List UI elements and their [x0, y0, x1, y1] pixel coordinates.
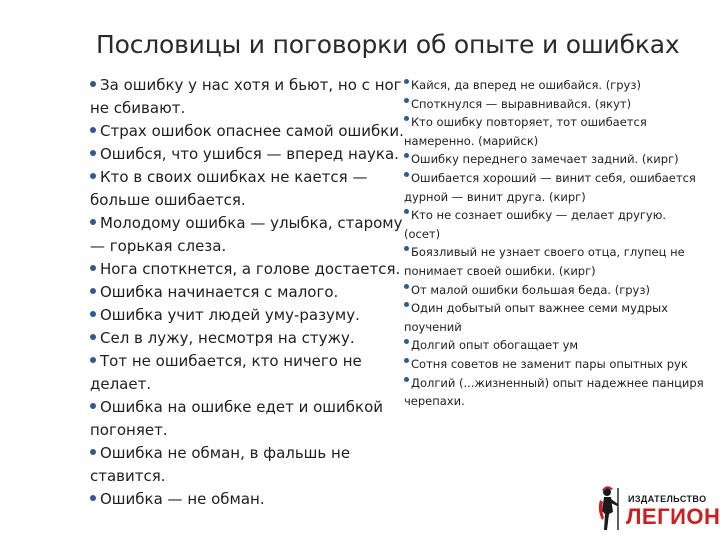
bullet-icon [404, 79, 409, 84]
list-item [90, 74, 408, 120]
bullet-icon [404, 302, 409, 307]
list-item [90, 396, 408, 442]
bullet-icon [90, 127, 96, 133]
list-item-text: За ошибку у нас хотя и бьют, но с ног не сбивают. [90, 76, 402, 117]
left-list [90, 74, 408, 511]
bullet-icon [404, 209, 409, 214]
bullet-icon [404, 284, 409, 289]
list-item-text: Долгий (...жизненный) опыт надежнее панциря черепахи. [404, 375, 704, 409]
bullet-icon [90, 265, 96, 271]
list-item [404, 281, 704, 300]
list-item [90, 327, 408, 350]
bullet-icon [90, 173, 96, 179]
list-item-text: Сотня советов не заменит пары опытных рук [411, 356, 688, 371]
list-item-text: Ошибся, что ушибся — вперед наука. [100, 145, 399, 163]
legionnaire-figure-icon [596, 484, 622, 532]
right-column [404, 76, 704, 411]
bullet-icon [90, 449, 96, 455]
bullet-icon [404, 339, 409, 344]
list-item-text: Ошибка учит людей уму-разуму. [100, 306, 360, 324]
list-item-text: Ошибка не обман, в фальшь не ставится. [90, 444, 351, 485]
publisher-logo [596, 484, 720, 534]
bullet-icon [90, 357, 96, 363]
list-item [404, 169, 704, 206]
list-item [90, 143, 408, 166]
bullet-icon [90, 150, 96, 156]
list-item [90, 166, 408, 212]
bullet-icon [90, 219, 96, 225]
list-item-text: Долгий опыт обогащает ум [411, 338, 579, 353]
list-item [90, 442, 408, 488]
bullet-icon [90, 403, 96, 409]
list-item-text: Сел в лужу, несмотря на стужу. [100, 329, 355, 347]
list-item [404, 355, 704, 374]
list-item-text: Боязливый не узнает своего отца, глупец не понимает своей ошибки. (кирг) [404, 245, 685, 278]
list-item-text: Нога споткнется, а голове достается. [100, 260, 401, 278]
list-item [90, 120, 408, 143]
logo-brand-name: ЛЕГИОН [626, 504, 720, 529]
list-item-text: Ошибается хороший — винит себя, ошибается дурной — винит друга. (кирг) [404, 170, 696, 204]
list-item [404, 113, 704, 150]
list-item-text: Один добытый опыт важнее семи мудрых поучений [404, 301, 669, 334]
list-item-text: Кто в своих ошибках не кается — больше ошибается. [90, 168, 368, 209]
list-item-text: От малой ошибки большая беда. (груз) [411, 282, 650, 297]
left-column [90, 74, 408, 540]
list-item-text: Кто ошибку повторяет, тот ошибается намеренно. (марийск) [404, 115, 647, 148]
bullet-icon [404, 246, 409, 251]
list-item [404, 76, 704, 95]
list-item-text: Кайся, да вперед не ошибайся. (груз) [411, 78, 641, 92]
list-item-text: Споткнулся — выравнивайся. (якут) [411, 96, 632, 111]
list-item [90, 212, 408, 258]
list-item [90, 258, 408, 281]
list-item [90, 488, 408, 511]
list-item [404, 243, 704, 280]
bullet-icon [404, 153, 409, 158]
bullet-icon [90, 81, 96, 87]
list-item [404, 206, 704, 243]
list-item [404, 150, 704, 169]
list-item-text: Ошибка — не обман. [100, 490, 265, 508]
bullet-icon [90, 288, 96, 294]
bullet-icon [90, 495, 96, 501]
list-item-text: Молодому ошибка — улыбка, старому — горькая слеза. [90, 214, 403, 255]
bullet-icon [404, 98, 409, 103]
list-item [90, 304, 408, 327]
list-item [404, 374, 704, 411]
slide-title: Пословицы и поговорки об опыте и ошибках [96, 30, 680, 59]
list-item [90, 350, 408, 396]
list-item-text: Ошибка начинается с малого. [100, 283, 339, 301]
bullet-icon [404, 377, 409, 382]
bullet-icon [404, 358, 409, 363]
bullet-icon [404, 172, 409, 177]
list-item-text: Ошибка на ошибке едет и ошибкой погоняет. [90, 398, 384, 439]
bullet-icon [90, 334, 96, 340]
list-item [404, 95, 704, 114]
list-item [404, 336, 704, 355]
list-item-text: Кто не сознает ошибку — делает другую. (осет) [404, 208, 667, 241]
bullet-icon [404, 116, 409, 121]
right-list [404, 76, 704, 411]
list-item-text: Страх ошибок опаснее самой ошибки. [100, 122, 404, 140]
list-item [90, 281, 408, 304]
list-item-text: Ошибку переднего замечает задний. (кирг) [411, 152, 679, 167]
list-item [404, 299, 704, 336]
bullet-icon [90, 311, 96, 317]
list-item-text: Тот не ошибается, кто ничего не делает. [90, 352, 362, 393]
logo-publisher-label: ИЗДАТЕЛЬСТВО [628, 494, 707, 504]
